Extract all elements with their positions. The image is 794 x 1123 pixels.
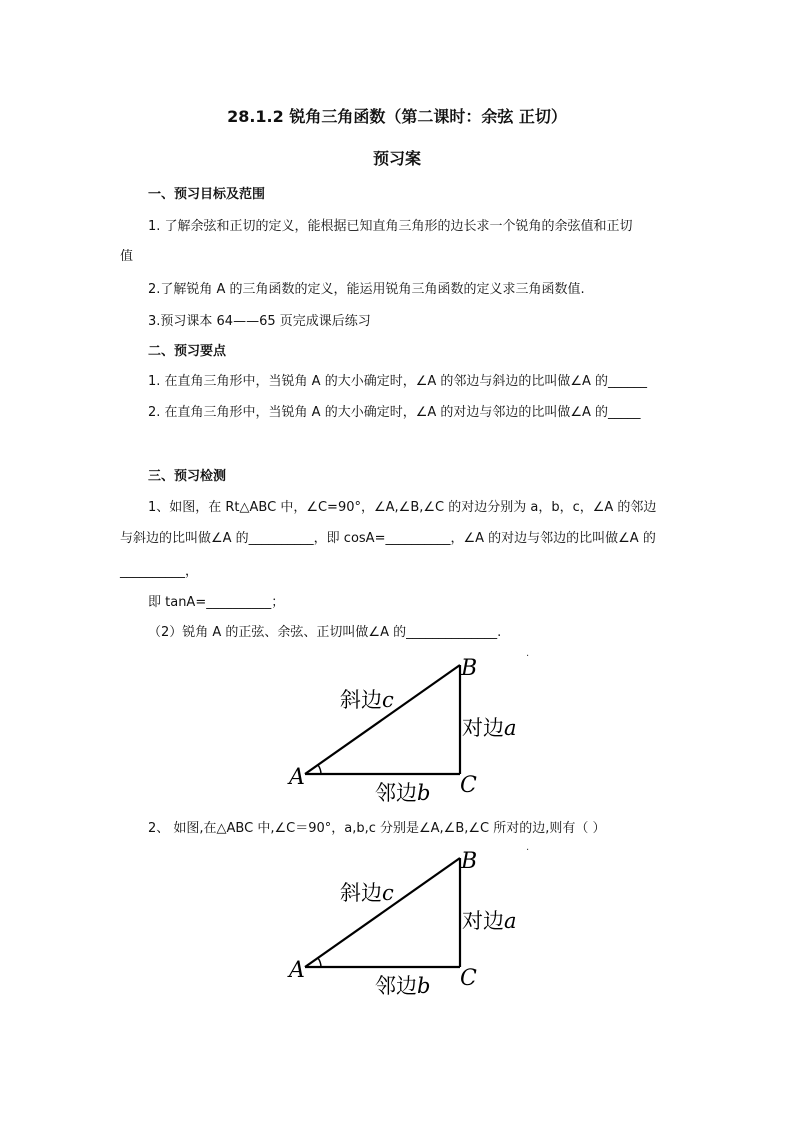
page-subtitle: 预习案 (372, 149, 421, 168)
question1-line5: （2）锐角 A 的正弦、余弦、正切叫做∠A 的______________. (148, 625, 502, 640)
vertex-b-label: B (461, 849, 478, 874)
opposite-label: 对边a (462, 909, 517, 933)
section1-item1-line1: 1. 了解余弦和正切的定义，能根据已知直角三角形的边长求一个锐角的余弦值和正切 (148, 219, 633, 234)
hypotenuse-line (305, 858, 460, 967)
section2-heading: 二、预习要点 (148, 344, 227, 359)
page-title: 28.1.2 锐角三角函数（第二课时：余弦 正切） (227, 107, 567, 126)
section1-heading: 一、预习目标及范围 (148, 187, 266, 202)
hypotenuse-line (305, 665, 460, 774)
hypotenuse-label: 斜边c (340, 688, 394, 712)
adjacent-label: 邻边b (375, 974, 431, 998)
vertex-c-label: C (460, 773, 477, 798)
section2-item2: 2. 在直角三角形中，当锐角 A 的大小确定时，∠A 的对边与邻边的比叫做∠A 的_____ (148, 405, 641, 420)
opposite-label: 对边a (462, 716, 517, 740)
vertex-c-label: C (460, 966, 477, 991)
section2-item1: 1. 在直角三角形中，当锐角 A 的大小确定时，∠A 的邻边与斜边的比叫做∠A 的______ (148, 374, 648, 389)
angle-arc (318, 958, 321, 967)
question1-line2: 与斜边的比叫做∠A 的__________，即 cosA=__________，∠A 的对边与邻边的比叫做∠A 的 (120, 531, 656, 546)
section1-item2: 2.了解锐角 A 的三角函数的定义，能运用锐角三角函数的定义求三角函数值. (148, 282, 585, 297)
vertex-a-label: A (289, 765, 305, 790)
triangle-figure-2 (285, 848, 545, 1003)
section1-item1-line2: 值 (120, 249, 134, 264)
adjacent-label: 邻边b (375, 781, 431, 805)
vertex-a-label: A (289, 958, 305, 983)
triangle-figure-1 (285, 655, 545, 810)
stray-mark: . (526, 842, 530, 853)
vertex-b-label: B (461, 656, 478, 681)
angle-arc (318, 765, 321, 774)
stray-mark: . (526, 648, 530, 659)
section1-item3: 3.预习课本 64——65 页完成课后练习 (148, 314, 371, 329)
hypotenuse-label: 斜边c (340, 881, 394, 905)
question1-line4: 即 tanA=__________； (148, 595, 285, 610)
question2-line1: 2、 如图,在△ABC 中,∠C＝90°，a,b,c 分别是∠A,∠B,∠C 所对的边,则有（ ） (148, 821, 606, 836)
question1-line3: __________， (120, 564, 199, 579)
section3-heading: 三、预习检测 (148, 469, 227, 484)
question1-line1: 1、如图，在 Rt△ABC 中，∠C=90°，∠A,∠B,∠C 的对边分别为 a，b，c，∠A 的邻边 (148, 500, 657, 515)
